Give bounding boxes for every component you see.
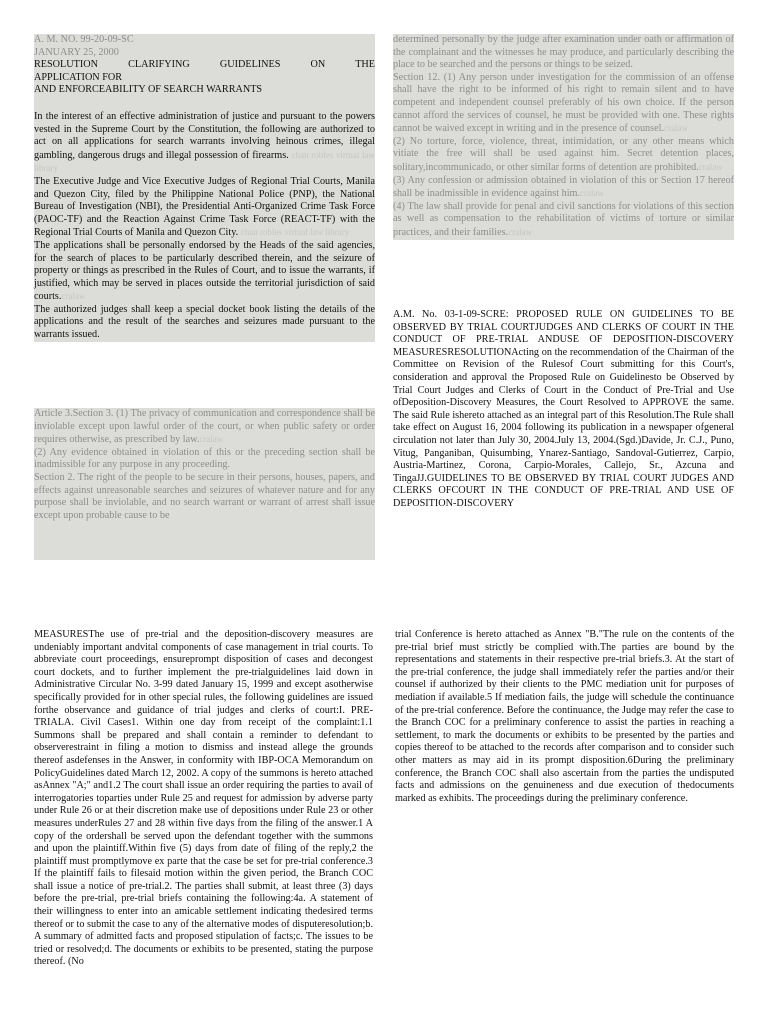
paragraph: A.M. No. 03-1-09-SCRE: PROPOSED RULE ON GUIDELINES TO BE OBSERVED BY TRIAL COURTJUDGES AND CLERKS OF COURT IN THE CONDUCT OF PRE-TRIAL ANDUSE OF DEPOSITION-DISCOVERY MEASURESRESOLUTIONActing on the recommendation of the Chairman of the Committee on Revision of the Rulesof Court submitting for this Court's, consideration and approval the Proposed Rule on Guidelinesto be Observed by Trial Court Judges and Clerks of Court in the Conduct of Pre-Trial and Use ofDeposition-Discovery Measures, the Court Resolved to APPROVE the same. The said Rule ishereto attached as an integral part of this Resolution.The Rule shall take effect on August 16, 2004 following its publication in a newspaper ofgeneral circulation not later than July 30, 2004.July 13, 2004.(Sgd.)Davide, Jr. C.J., Puno, Vitug, Panganiban, Quisumbing, Ynarez-Santiago, Sandoval-Gutierrez, Carpio, Austria-Martinez, Corona, Carpio-Morales, Callejo, Sr., Azcuna and TingaJJ.GUIDELINES TO BE OBSERVED BY TRIAL COURT JUDGES AND CLERKS OFCOURT IN THE CONDUCT OF PRE-TRIAL AND USE OF DEPOSITION-DISCOVERY bbox=[393, 309, 734, 509]
paragraph: MEASURESThe use of pre-trial and the deposition-discovery measures are undeniably important andvital components of case management in trial courts. To abbreviate court proceedings, ensureprompt disposition of cases and decongest court dockets, and to further implement the pre-trialguidelines laid down in Administrative Circular No. 3-99 dated January 15, 1999 and except asotherwise specifically provided for in other special rules, the following guidelines are issued forthe observance and guidance of trial judges and clerks of court:I. PRE-TRIALA. Civil Cases1. Within one day from receipt of the complaint:1.1 Summons shall be prepared and shall contain a reminder to defendant to observerestraint in filing a motion to dismiss and instead allege the grounds thereof asdefenses in the Answer, in conformity with IBP-OCA Memorandum on PolicyGuidelines dated March 12, 2002. A copy of the summons is hereto attached asAnnex "A;" and1.2 The court shall issue an order requiring the parties to avail of interrogatories toparties under Rule 25 and request for admission by adverse party under Rule 26 or at their discretion make use of depositions under Rule 23 or other measures underRules 27 and 28 within five days from the filing of the answer.1 A copy of the ordershall be served upon the defendant together with the summons and upon the plaintiff.Within five (5) days from date of filing of the reply,2 the plaintiff must promptlymove ex parte that the case be set for pre-trial conference.3 If the plaintiff fails to filesaid motion within the given period, the Branch COC shall issue a notice of pre-trial.2. The parties shall submit, at least three (3) days before the pre-trial, pre-trial briefs containing the following:4a. A statement of their willingness to enter into an amicable settlement indicating thedesired terms thereof or to submit the case to any of the alternative modes of disputeresolution;b. A summary of admitted facts and proposed stipulation of facts;c. The issues to be tried or resolved;d. The documents or exhibits to be presented, stating the purpose thereof. (No bbox=[34, 629, 373, 968]
resolution-title-line1: RESOLUTION CLARIFYING GUIDELINES ON THE bbox=[34, 59, 375, 71]
watermark: chan robles virtual law library bbox=[34, 149, 375, 174]
watermark: cralaw bbox=[508, 226, 533, 237]
paragraph: (3) Any confession or admission obtained in violation of this or Section 17 hereof shall be inadmissible in evidence against him.cralaw bbox=[393, 174, 734, 200]
right-column-top bbox=[393, 34, 734, 240]
watermark: cralaw bbox=[698, 161, 723, 172]
lower-left-column bbox=[34, 629, 373, 1024]
paragraph: (4) The law shall provide for penal and civil sanctions for violations of this section as well as compensation to the rehabilitation of victims of torture or similar practices, and their families.cralaw bbox=[393, 200, 734, 238]
watermark: cralaw bbox=[664, 123, 688, 134]
paragraph: The Executive Judge and Vice Executive Judges of Regional Trial Courts, Manila and Quezon City, filed by the Philippine National Police (PNP), the National Bureau of Investigation (NBI), the Presidential Anti-Organized Crime Task Force (PAOC-TF) and the Reaction Against Crime Task Force (REACT-TF) with the Regional Trial Courts of Manila and Quezon City. chan robles virtual law library bbox=[34, 175, 375, 239]
case-number: A. M. NO. 99-20-09-SC bbox=[34, 34, 134, 45]
watermark: cralaw bbox=[580, 188, 604, 199]
paragraph: Article 3.Section 3. (1) The privacy of communication and correspondence shall be inviolable except upon lawful order of the court, or when public safety or order requires otherwise, as prescribed by law.cralaw bbox=[34, 408, 375, 446]
watermark: cralaw bbox=[199, 434, 224, 445]
left-column-bottom bbox=[34, 408, 375, 560]
right-column-bottom bbox=[393, 309, 734, 565]
resolution-title-line2: APPLICATION FOR bbox=[34, 71, 123, 83]
paragraph: (2) Any evidence obtained in violation of this or the preceding section shall be inadmissible for any purpose in any proceeding. bbox=[34, 446, 375, 471]
left-column-top bbox=[34, 34, 375, 342]
paragraph: The authorized judges shall keep a special docket book listing the details of the applications and the result of the searches and seizures made pursuant to the warrants issued. bbox=[34, 303, 375, 341]
paragraph: In the interest of an effective administration of justice and pursuant to the powers vested in the Supreme Court by the Constitution, the following are authorized to act on all applications for search warrants involving heinous crimes, illegal gambling, dangerous drugs and illegal possession of firearms. chan robles virtual law library bbox=[34, 110, 375, 174]
paragraph: trial Conference is hereto attached as Annex "B."The rule on the contents of the pre-trial brief must strictly be complied with.The parties are bound by the representations and statements in their respective pre-trial briefs.3. At the start of the pre-trial conference, the judge shall immediately refer the parties and/or their counsel if authorized by their clients to the PMC mediation unit for purposes of mediation if available.5 If mediation fails, the judge will schedule the continuance of the pre-trial conference. Before the continuance, the Judge may refer the case to the Branch COC for a preliminary conference to assist the parties in reaching a settlement, to mark the documents or exhibits to be presented by the parties and copies thereof to be attached to the records after comparison and to consider such other matters as may aid in its prompt disposition.6During the preliminary conference, the Branch COC shall also ascertain from the parties the undisputed facts and admissions on the genuineness and due execution of thedocuments marked as exhibits. The proceedings during the preliminary conference. bbox=[395, 629, 734, 804]
paragraph: (2) No torture, force, violence, threat, intimidation, or any other means which vitiate the free will shall be used against him. Secret detention places, solitary,incommunicado, or other similar forms of detention are prohibited.cralaw bbox=[393, 135, 734, 173]
paragraph: Section 12. (1) Any person under investigation for the commission of an offense shall have the right to be informed of his right to remain silent and to have competent and independent counsel preferably of his own choice. If the person cannot afford the services of counsel, he must be provided with one. These rights cannot be waived except in writing and in the presence of counsel.cralaw bbox=[393, 71, 734, 135]
watermark: chan robles virtual law library bbox=[240, 227, 350, 238]
watermark: cralaw bbox=[61, 291, 86, 302]
lower-right-column bbox=[395, 629, 734, 805]
resolution-date: JANUARY 25, 2000 bbox=[34, 46, 119, 58]
resolution-title-line3: AND ENFORCEABILITY OF SEARCH WARRANTS bbox=[34, 84, 263, 96]
paragraph: determined personally by the judge after examination under oath or affirmation of the complainant and the witnesses he may produce, and particularly describing the place to be searched and the persons or things to be seized. bbox=[393, 34, 734, 71]
paragraph: Section 2. The right of the people to be secure in their persons, houses, papers, and effects against unreasonable searches and seizures of whatever nature and for any purpose shall be inviolable, and no search warrant or warrant of arrest shall issue except upon probable cause to be bbox=[34, 471, 375, 521]
paragraph: The applications shall be personally endorsed by the Heads of the said agencies, for the search of places to be particularly described therein, and the seizure of property or things as prescribed in the Rules of Court, and to issue the warrants, if justified, which may be served in places outside the territorial jurisdiction of said courts.cralaw bbox=[34, 239, 375, 303]
